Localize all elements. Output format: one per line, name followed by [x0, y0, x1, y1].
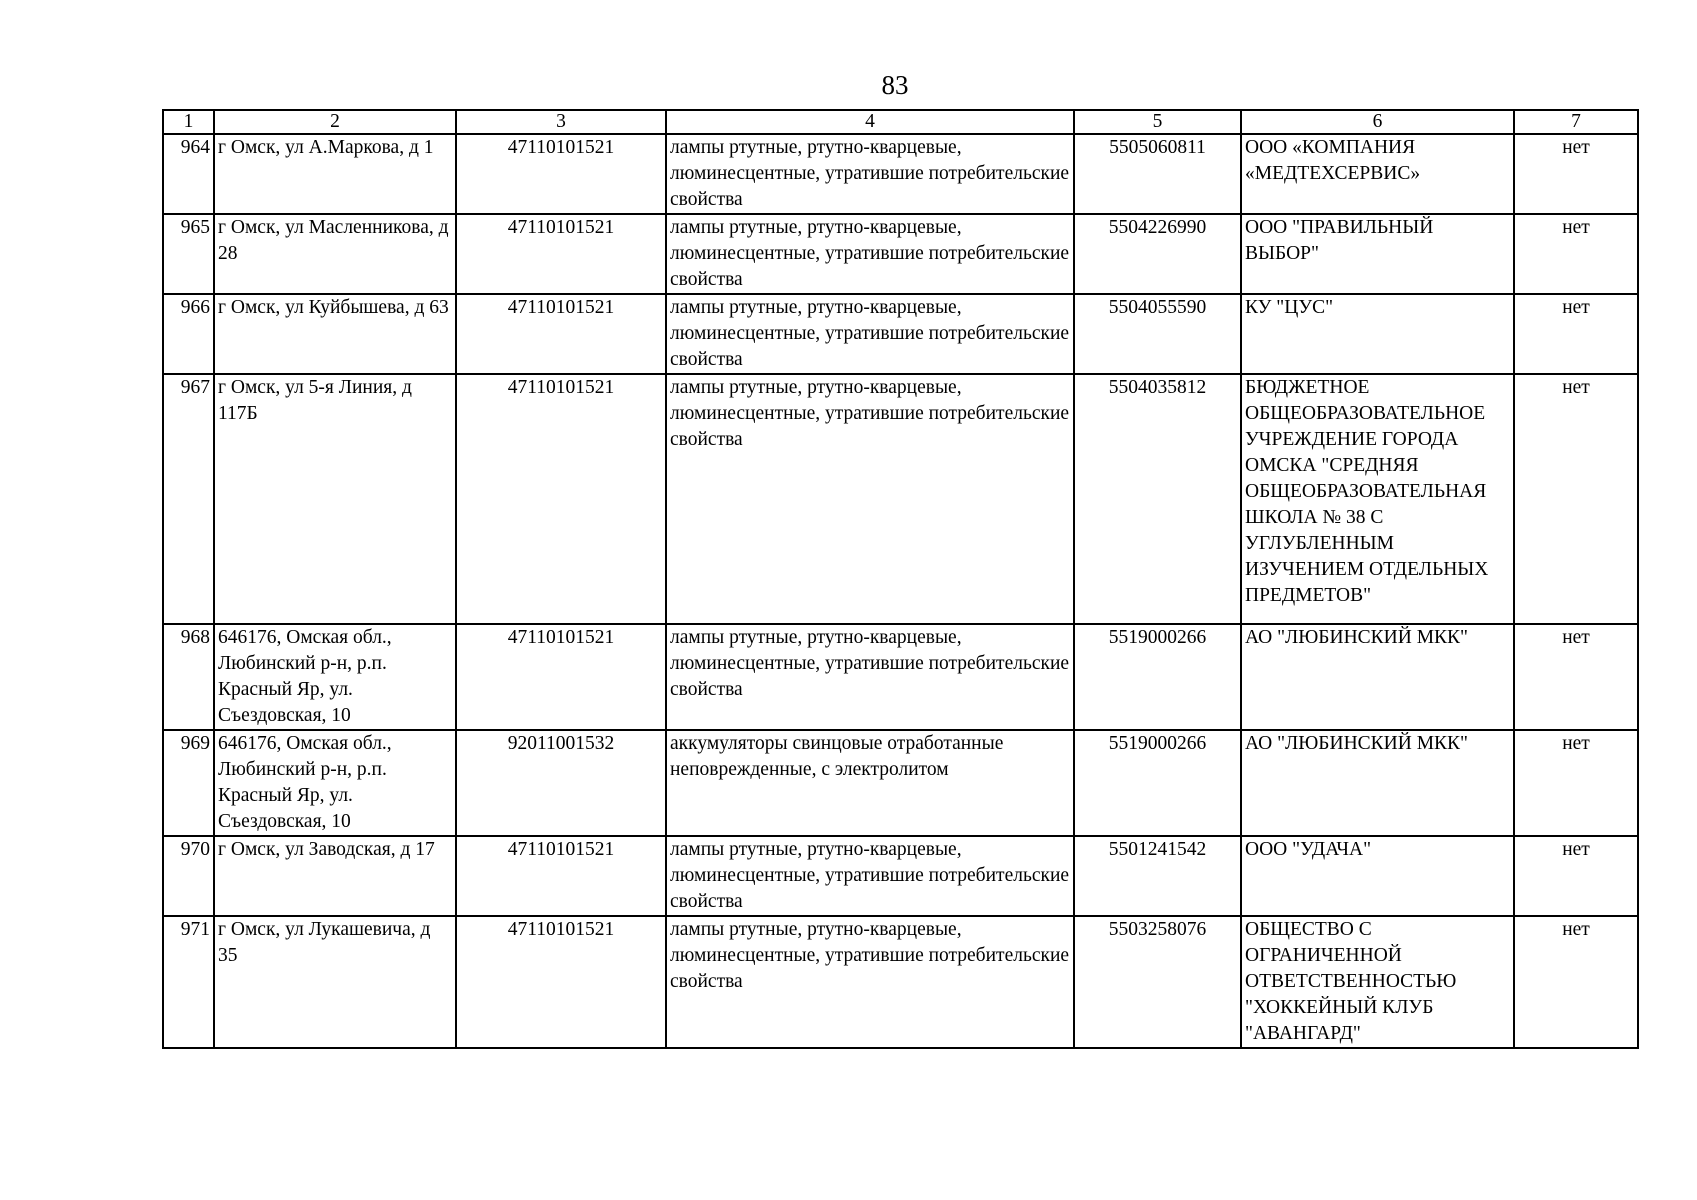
table-row [163, 624, 1638, 730]
flag-cell: нет [1514, 916, 1638, 1048]
inn-cell: 5504055590 [1074, 294, 1241, 374]
organization-cell: КУ "ЦУС" [1241, 294, 1514, 374]
waste-name-cell: лампы ртутные, ртутно-кварцевые, люминесцентные, утратившие потребительские свойства [666, 916, 1074, 1048]
column-header: 1 [163, 110, 214, 134]
table-row [163, 294, 1638, 374]
registry-table [162, 109, 1639, 1049]
table-row [163, 134, 1638, 214]
waste-code-cell: 47110101521 [456, 624, 666, 730]
address-cell: г Омск, ул Куйбышева, д 63 [214, 294, 456, 374]
column-header: 7 [1514, 110, 1638, 134]
waste-name-cell: лампы ртутные, ртутно-кварцевые, люминесцентные, утратившие потребительские свойства [666, 374, 1074, 624]
table-row [163, 836, 1638, 916]
row-number: 970 [163, 836, 214, 916]
row-number: 971 [163, 916, 214, 1048]
waste-code-cell: 92011001532 [456, 730, 666, 836]
address-cell: г Омск, ул 5-я Линия, д 117Б [214, 374, 456, 624]
organization-cell: АО "ЛЮБИНСКИЙ МКК" [1241, 730, 1514, 836]
flag-cell: нет [1514, 624, 1638, 730]
row-number: 964 [163, 134, 214, 214]
row-number: 967 [163, 374, 214, 624]
organization-cell: ОБЩЕСТВО С ОГРАНИЧЕННОЙ ОТВЕТСТВЕННОСТЬЮ "ХОККЕЙНЫЙ КЛУБ "АВАНГАРД" [1241, 916, 1514, 1048]
waste-name-cell: лампы ртутные, ртутно-кварцевые, люминесцентные, утратившие потребительские свойства [666, 294, 1074, 374]
flag-cell: нет [1514, 836, 1638, 916]
flag-cell: нет [1514, 134, 1638, 214]
inn-cell: 5504035812 [1074, 374, 1241, 624]
organization-cell: ООО «КОМПАНИЯ «МЕДТЕХСЕРВИС» [1241, 134, 1514, 214]
waste-code-cell: 47110101521 [456, 294, 666, 374]
waste-code-cell: 47110101521 [456, 374, 666, 624]
flag-cell: нет [1514, 294, 1638, 374]
table-header-row [163, 110, 1638, 134]
table-row [163, 916, 1638, 1048]
waste-name-cell: лампы ртутные, ртутно-кварцевые, люминесцентные, утратившие потребительские свойства [666, 624, 1074, 730]
waste-name-cell: лампы ртутные, ртутно-кварцевые, люминесцентные, утратившие потребительские свойства [666, 134, 1074, 214]
waste-code-cell: 47110101521 [456, 214, 666, 294]
organization-cell: ООО "ПРАВИЛЬНЫЙ ВЫБОР" [1241, 214, 1514, 294]
waste-code-cell: 47110101521 [456, 134, 666, 214]
column-header: 2 [214, 110, 456, 134]
row-number: 965 [163, 214, 214, 294]
waste-name-cell: лампы ртутные, ртутно-кварцевые, люминесцентные, утратившие потребительские свойства [666, 836, 1074, 916]
waste-name-cell: лампы ртутные, ртутно-кварцевые, люминесцентные, утратившие потребительские свойства [666, 214, 1074, 294]
row-number: 969 [163, 730, 214, 836]
column-header: 5 [1074, 110, 1241, 134]
address-cell: 646176, Омская обл., Любинский р-н, р.п. Красный Яр, ул. Съездовская, 10 [214, 624, 456, 730]
flag-cell: нет [1514, 374, 1638, 624]
waste-name-cell: аккумуляторы свинцовые отработанные неповрежденные, с электролитом [666, 730, 1074, 836]
table-row [163, 374, 1638, 624]
table-row [163, 214, 1638, 294]
inn-cell: 5519000266 [1074, 624, 1241, 730]
inn-cell: 5501241542 [1074, 836, 1241, 916]
inn-cell: 5505060811 [1074, 134, 1241, 214]
table-row [163, 730, 1638, 836]
column-header: 4 [666, 110, 1074, 134]
page-number: 83 [881, 70, 909, 100]
waste-code-cell: 47110101521 [456, 916, 666, 1048]
address-cell: г Омск, ул Лукашевича, д 35 [214, 916, 456, 1048]
organization-cell: БЮДЖЕТНОЕ ОБЩЕОБРАЗОВАТЕЛЬНОЕ УЧРЕЖДЕНИЕ ГОРОДА ОМСКА "СРЕДНЯЯ ОБЩЕОБРАЗОВАТЕЛЬНАЯ ШКОЛА № 38 С УГЛУБЛЕННЫМ ИЗУЧЕНИЕМ ОТДЕЛЬНЫХ ПРЕДМЕТОВ" [1241, 374, 1514, 624]
inn-cell: 5519000266 [1074, 730, 1241, 836]
organization-cell: АО "ЛЮБИНСКИЙ МКК" [1241, 624, 1514, 730]
column-header: 6 [1241, 110, 1514, 134]
waste-code-cell: 47110101521 [456, 836, 666, 916]
address-cell: г Омск, ул А.Маркова, д 1 [214, 134, 456, 214]
organization-cell: ООО "УДАЧА" [1241, 836, 1514, 916]
flag-cell: нет [1514, 730, 1638, 836]
address-cell: г Омск, ул Масленникова, д 28 [214, 214, 456, 294]
flag-cell: нет [1514, 214, 1638, 294]
address-cell: 646176, Омская обл., Любинский р-н, р.п. Красный Яр, ул. Съездовская, 10 [214, 730, 456, 836]
inn-cell: 5504226990 [1074, 214, 1241, 294]
address-cell: г Омск, ул Заводская, д 17 [214, 836, 456, 916]
row-number: 966 [163, 294, 214, 374]
column-header: 3 [456, 110, 666, 134]
row-number: 968 [163, 624, 214, 730]
inn-cell: 5503258076 [1074, 916, 1241, 1048]
